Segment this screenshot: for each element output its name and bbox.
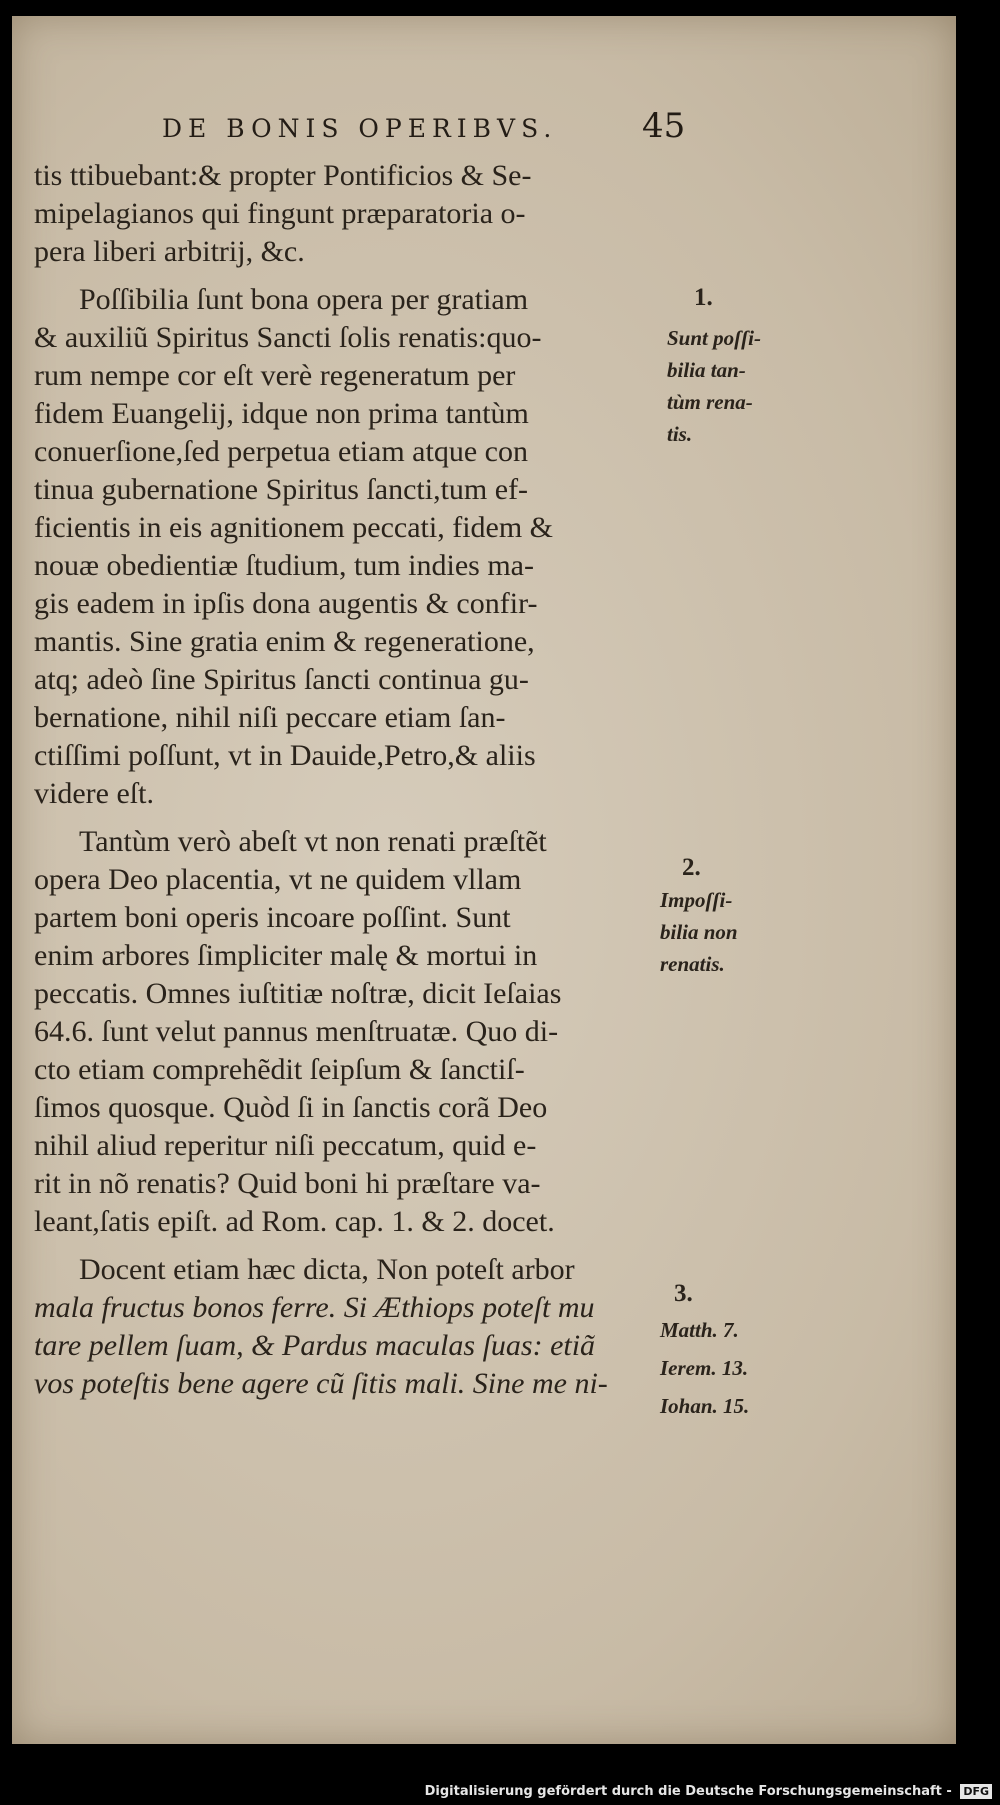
text-line: vos poteſtis bene agere cũ ſitis mali. Sine me ni- — [34, 1367, 608, 1400]
margin-note: bilia tan- — [667, 358, 746, 382]
text-line: atq; adeò ſine Spiritus ſancti continua gu- — [34, 663, 529, 696]
margin-note: Impoſſi- — [660, 888, 733, 912]
book-page — [12, 16, 956, 1744]
margin-note: Ierem. 13. — [660, 1356, 749, 1380]
text-line: leant,ſatis epiſt. ad Rom. cap. 1. & 2. docet. — [34, 1205, 555, 1238]
text-line: ctiſſimi poſſunt, vt in Dauide,Petro,& aliis — [34, 739, 536, 772]
text-line: bernatione, nihil niſi peccare etiam ſan- — [34, 701, 506, 734]
text-line: enim arbores ſimpliciter malę & mortui in — [34, 939, 538, 972]
margin-note: Iohan. 15. — [660, 1394, 750, 1418]
text-line: 64.6. ſunt velut pannus menſtruatæ. Quo di- — [34, 1015, 559, 1048]
text-line: rit in nõ renatis? Quid boni hi præſtare va- — [34, 1167, 541, 1200]
margin-note-number: 2. — [682, 854, 701, 881]
margin-note-number: 3. — [674, 1280, 693, 1307]
page-number: 45 — [642, 106, 686, 146]
text-line: Docent etiam hæc dicta, Non poteſt arbor — [79, 1253, 575, 1286]
text-line: cto etiam comprehẽdit ſeipſum & ſanctiſ- — [34, 1053, 525, 1086]
text-line: mantis. Sine gratia enim & regeneratione, — [34, 625, 535, 658]
text-line: tare pellem ſuam, & Pardus maculas ſuas: etiã — [34, 1329, 596, 1362]
text-line: partem boni operis incoare poſſint. Sunt — [34, 901, 511, 934]
text-line: Tantùm verò abeſt vt non renati præſtẽt — [79, 825, 547, 858]
text-line: ficientis in eis agnitionem peccati, fidem & — [34, 511, 554, 544]
text-line: mala fructus bonos ferre. Si Æthiops poteſt mu — [34, 1291, 595, 1324]
dfg-logo: DFG — [960, 1784, 992, 1799]
text-line: & auxiliũ Spiritus Sancti ſolis renatis:quo- — [34, 321, 542, 354]
margin-note: Sunt poſſi- — [667, 326, 761, 350]
margin-note: tùm rena- — [667, 390, 753, 414]
text-line: Poſſibilia ſunt bona opera per gratiam — [79, 283, 529, 316]
digitization-credit — [425, 1784, 992, 1799]
text-line: opera Deo placentia, vt ne quidem vllam — [34, 863, 522, 896]
running-title: DE BONIS OPERIBVS. — [162, 114, 558, 143]
text-line: videre eſt. — [34, 777, 154, 810]
margin-note: tis. — [667, 422, 693, 446]
text-line: rum nempe cor eſt verè regeneratum per — [34, 359, 516, 392]
text-line: fidem Euangelij, idque non prima tantùm — [34, 397, 529, 430]
text-line: mipelagianos qui fingunt præparatoria o- — [34, 197, 526, 230]
text-line: nouæ obedientiæ ſtudium, tum indies ma- — [34, 549, 534, 582]
margin-note-number: 1. — [694, 284, 713, 311]
text-line: ſimos quosque. Quòd ſi in ſanctis corã Deo — [34, 1091, 548, 1124]
credit-text: Digitalisierung gefördert durch die Deutsche Forschungsgemeinschaft - — [424, 1784, 952, 1799]
text-line: gis eadem in ipſis dona augentis & confir- — [34, 587, 538, 620]
margin-note: renatis. — [660, 952, 725, 976]
text-line: pera liberi arbitrij, &c. — [34, 235, 305, 268]
text-line: nihil aliud reperitur niſi peccatum, quid e- — [34, 1129, 537, 1162]
text-line: peccatis. Omnes iuſtitiæ noſtræ, dicit Ieſaias — [34, 977, 562, 1010]
margin-note: Matth. 7. — [660, 1318, 739, 1342]
text-line: tis ttibuebant:& propter Pontificios & Se- — [34, 159, 532, 192]
text-line: conuerſione,ſed perpetua etiam atque con — [34, 435, 528, 468]
margin-note: bilia non — [660, 920, 738, 944]
text-line: tinua gubernatione Spiritus ſancti,tum ef- — [34, 473, 529, 506]
